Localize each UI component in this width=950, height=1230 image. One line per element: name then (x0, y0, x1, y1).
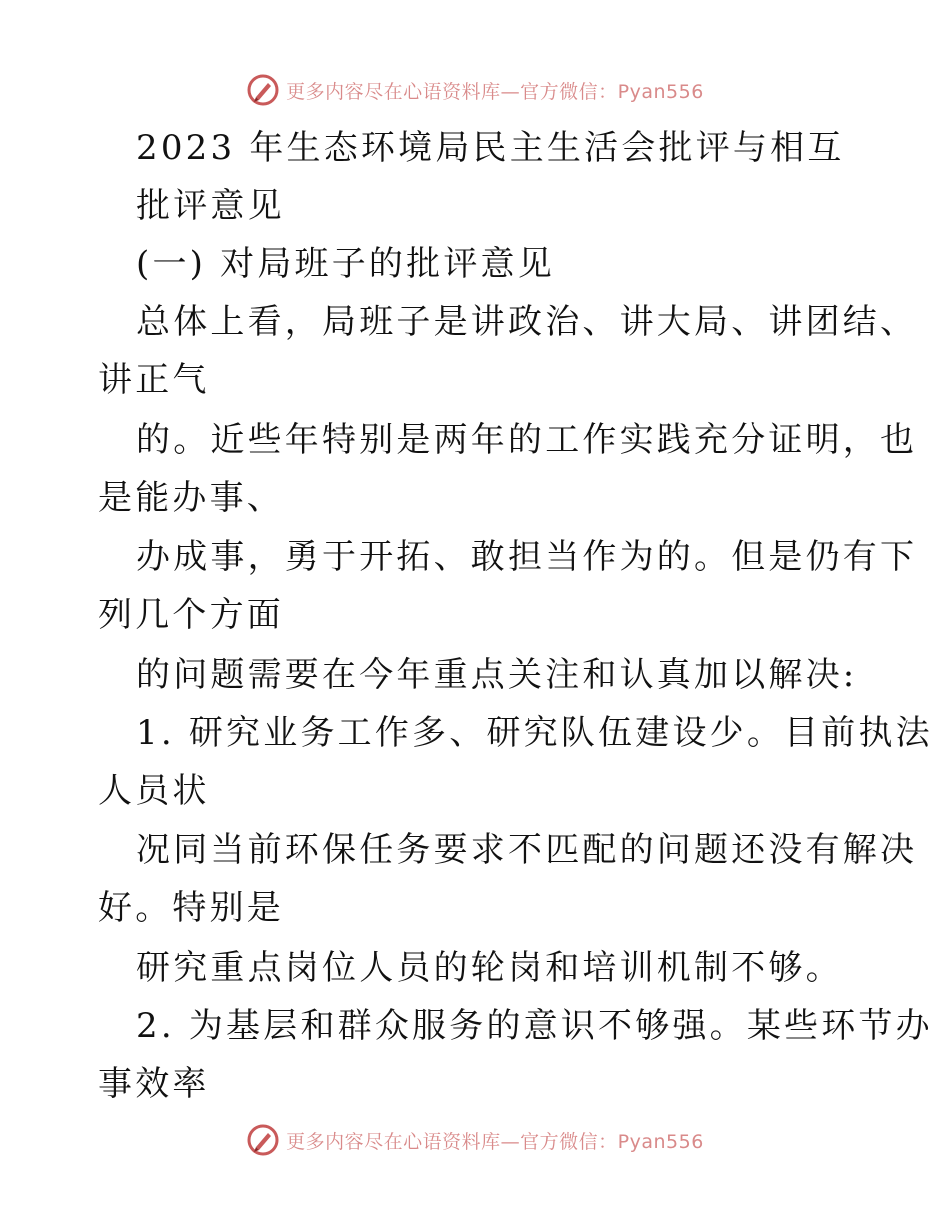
list-item-line: 研究重点岗位人员的轮岗和培训机制不够。 (136, 948, 843, 988)
paragraph-line: 讲正气 (98, 360, 210, 400)
watermark-footer (0, 1120, 950, 1160)
watermark-header (0, 70, 950, 110)
list-item-line: 好。特别是 (98, 888, 284, 928)
list-item-line: 2. 为基层和群众服务的意识不够强。某些环节办 (136, 1006, 933, 1046)
watermark-text (286, 77, 704, 104)
watermark-brand: Pyan556 (617, 1130, 704, 1153)
list-item-line: 况同当前环保任务要求不匹配的问题还没有解决 (136, 830, 918, 870)
pen-circle-logo-icon (246, 73, 280, 107)
doc-title-line-2: 批评意见 (136, 186, 285, 226)
paragraph-line: 办成事，勇于开拓、敢担当作为的。但是仍有下 (136, 537, 918, 577)
paragraph-line: 的。近些年特别是两年的工作实践充分证明，也 (136, 420, 918, 460)
paragraph-line: 是能办事、 (98, 478, 284, 518)
watermark-label: 更多内容尽在心语资料库—官方微信： (286, 80, 618, 103)
paragraph-line: 列几个方面 (98, 595, 284, 635)
list-item-line: 人员状 (98, 771, 210, 811)
list-item-line: 事效率 (98, 1064, 210, 1104)
doc-title-line-1: 2023 年生态环境局民主生活会批评与相互 (136, 128, 845, 168)
list-item-line: 1. 研究业务工作多、研究队伍建设少。目前执法 (136, 713, 933, 753)
section-heading: (一) 对局班子的批评意见 (136, 244, 555, 284)
watermark-text (286, 1127, 704, 1154)
paragraph-line: 的问题需要在今年重点关注和认真加以解决: (136, 655, 858, 695)
watermark-label: 更多内容尽在心语资料库—官方微信： (286, 1130, 618, 1153)
paragraph-line: 总体上看，局班子是讲政治、讲大局、讲团结、 (136, 302, 918, 342)
pen-circle-logo-icon (246, 1123, 280, 1157)
watermark-brand: Pyan556 (617, 80, 704, 103)
